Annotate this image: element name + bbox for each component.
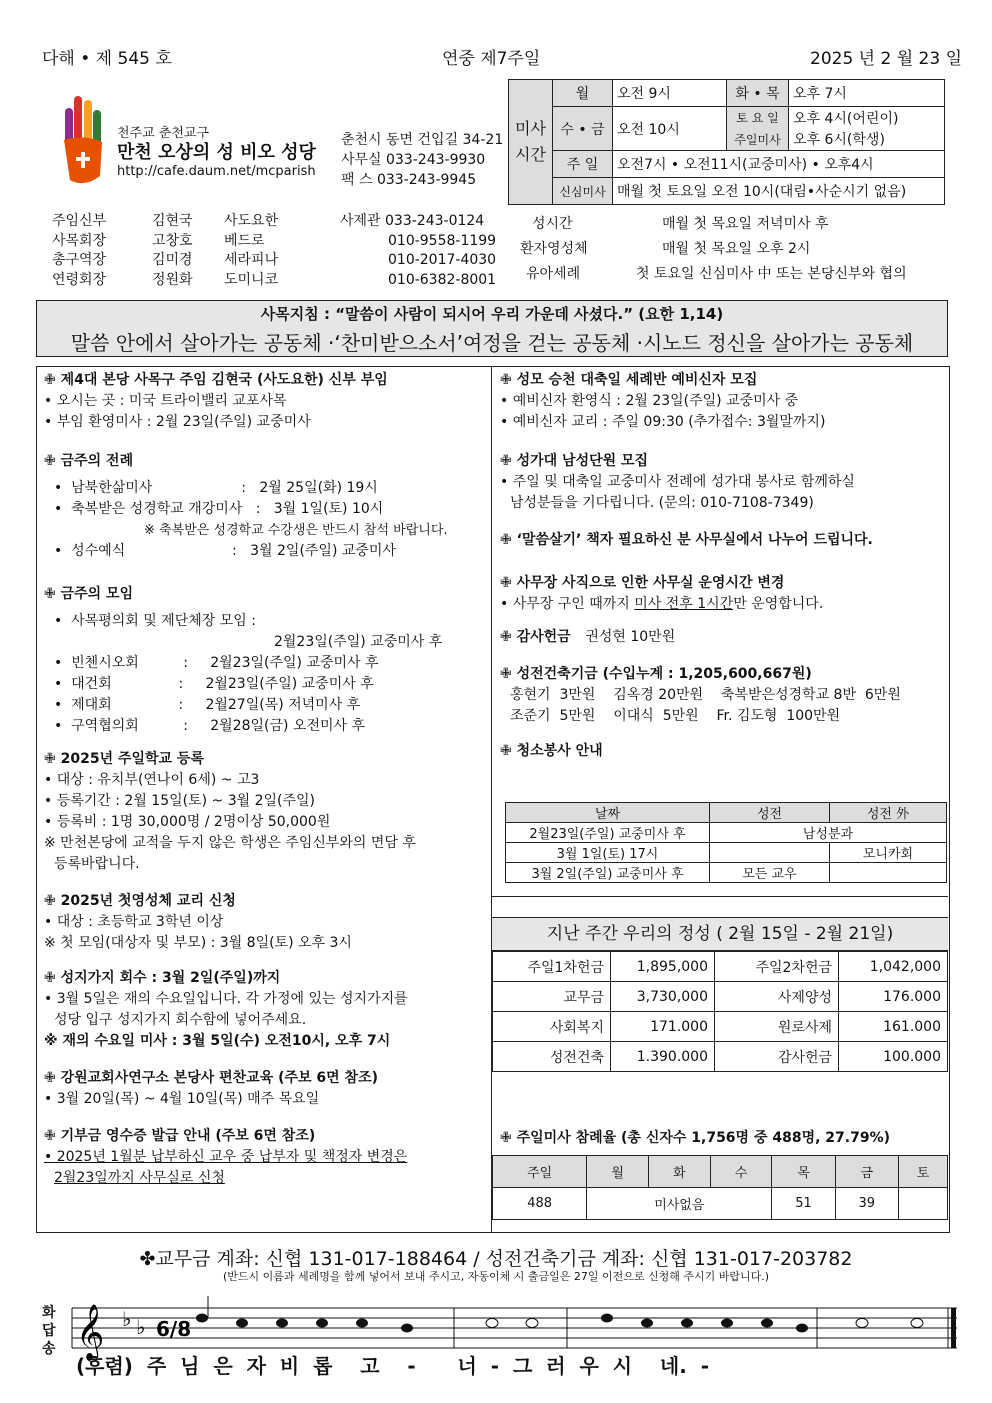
section-title: ✙ 성전건축기금 (수입누계 : 1,205,600,667원) [500, 666, 812, 682]
psalm-lyrics: (후렴) 주 님 은 자 비 롭 고 - 너 - 그 러 우 시 네. - [76, 1354, 710, 1378]
psalm-label: 화답송 [42, 1305, 56, 1357]
responsorial-psalm [42, 1290, 962, 1400]
mass-day: 수 • 금 [553, 107, 613, 151]
mass-day: 월 [553, 80, 613, 107]
parish-url[interactable]: http://cafe.daum.net/mcparish [117, 164, 316, 179]
staff-row: 연령회장 정원화 도미니코 010-6382-8001 [52, 271, 497, 288]
svg-text:𝄞: 𝄞 [76, 1304, 105, 1360]
left-column: ✙ 제4대 본당 사목구 주임 김현국 (사도요한) 신부 부임 • 오시는 곳 : 미국 트라이밸리 교포사목 • 부임 환영미사 : 2월 23일(주일) 교중미사 ✙ 금주의 전례 • 남북한삶미사 : 2월 25일(화) 19시 • 축복받은 성경학교 개강미사 : 3월 1일(토) 10시 ※ 축복받은 성경학교 수강생은 반드시 참석 바랍니다. • 성수예식 : 3월 2일(주일) 교중미사 ✙ 금주의 모임 • 사목평의회 및 제단체장 모임 : 2월23일(주일) 교중미사 후 • 빈첸시오회 : 2월23일(주일) 교중미사 후 • 대건회 : 2월23일(주일) 교중미사 후 • 제대회 : 2월27일(목) 저녁미사 후 • 구역협의회 : 2월28일(금) 오전미사 후 ✙ 2025년 주일학교 등록 • 대상 : 유치부(연나이 6세) ~ 고3 • 등록기간 : 2월 15일(토) ~ 3월 2일(주일) • 등록비 : 1명 30,000명 / 2명이상 50,000원 ※ 만천본당에 교적을 두지 않은 학생은 주임신부와의 면담 후 등록바랍니다. ✙ 2025년 첫영성체 교리 신청 • 대상 : 초등학교 3학년 이상 ※ 첫 모임(대상자 및 부모) : 3월 8일(토) 오후 3시 ✙ 성지가지 회수 : 3월 2일(주일)까지 • 3월 5일은 재의 수요일입니다. 각 가정에 있는 성지가지를 성당 입구 성지가지 회수함에 넣어주세요. ※ 재의 수요일 미사 : 3월 5일(수) 오전10시, 오후 7시 ✙ 강원교회사연구소 본당사 편찬교육 (주보 6면 참조) • 3월 20일(목) ~ 4월 10일(목) 매주 목요일 ✙ 기부금 영수증 발급 안내 (주보 6면 참조) • 2025년 1월분 납부하신 교우 중 납부자 및 책정자 변경은 2월23일까지 사무실로 신청 [44, 370, 484, 1189]
time-signature: 6/8 [156, 1317, 192, 1341]
mass-time: 오후 7시 [789, 80, 945, 107]
section-title: ✙ 제4대 본당 사목구 주임 김현국 (사도요한) 신부 부임 [44, 372, 388, 388]
mass-time: 오후 6시(학생) [789, 129, 945, 151]
offering-table: 주일1차헌금 1,895,000 주일2차헌금 1,042,000 교무금 3,730,000 사제양성 176.000 사회복지 171.000 원로사제 161.000 성전건축 1.390.000 감사헌금 100.000 [492, 951, 948, 1072]
attendance-table: 주일 월 화 수 목 금 토 488 미사없음 51 39 [492, 1155, 948, 1220]
office-phone: 사무실 033-243-9930 [341, 152, 486, 168]
mass-time: 오전7시 • 오전11시(교중미사) • 오후4시 [613, 151, 945, 178]
section-title: ✙ 기부금 영수증 발급 안내 (주보 6면 참조) [44, 1128, 316, 1144]
section-title: ✙ 2025년 주일학교 등록 [44, 751, 204, 767]
section-title: ✙ 금주의 전례 [44, 453, 134, 469]
section-title: ✙ 청소봉사 안내 [500, 743, 603, 759]
staff-list [52, 212, 496, 290]
pastoral-guideline-banner [36, 300, 948, 357]
column-divider [491, 366, 492, 1233]
diocese-name: 천주교 춘천교구 [117, 126, 210, 141]
mass-time: 매월 첫 토요일 오전 10시(대림•사순시기 없음) [613, 178, 945, 205]
section-title: ✙ 성가대 남성단원 모집 [500, 453, 649, 469]
parish-info [117, 126, 316, 180]
mass-day: 화 • 목 [727, 80, 789, 107]
sacrament-row: 유아세례 첫 토요일 신심미사 中 또는 본당신부와 협의 [526, 266, 907, 282]
section-title: ✙ 성지가지 회수 : 3월 2일(주일)까지 [44, 970, 281, 986]
offering-title: 지난 주간 우리의 정성 ( 2월 15일 - 2월 21일) [492, 918, 948, 951]
parish-logo-icon [64, 96, 104, 188]
mass-time: 오전 10시 [613, 107, 727, 151]
parish-name: 만천 오상의 성 비오 성당 [117, 142, 316, 163]
section-title: ✙ 감사헌금 [500, 629, 571, 645]
mass-time: 오후 4시(어린이) [789, 107, 945, 129]
bulletin-date: 2025 년 2 월 23 일 [810, 49, 962, 69]
mass-times-table [508, 79, 945, 205]
liturgical-sunday: 연중 제7주일 [442, 49, 541, 69]
staff-row: 주임신부 김현국 사도요한 사제관 033-243-0124 [52, 213, 485, 229]
mass-day: 주 일 [553, 151, 613, 178]
staff-row: 총구역장 김미경 세라피나 010-2017-4030 [52, 252, 497, 268]
mass-day: 주일미사 [727, 129, 789, 151]
section-title: ✙ 사무장 사직으로 인한 사무실 운영시간 변경 [500, 575, 785, 591]
section-title: ✙ 금주의 모임 [44, 586, 134, 602]
section-title: ✙ 강원교회사연구소 본당사 편찬교육 (주보 6면 참조) [44, 1070, 378, 1086]
attendance-title: ✙ 주일미사 참례율 (총 신자수 1,756명 중 488명, 27.79%) [500, 1130, 890, 1146]
parish-address: 춘천시 동면 건입길 34-21 [341, 132, 504, 148]
sacrament-row: 성시간 매월 첫 목요일 저녁미사 후 [532, 216, 829, 232]
pastoral-motto: 사목지침 : “말씀이 사람이 되시어 우리 가운데 사셨다.” (요한 1,14) [260, 305, 724, 323]
mass-day: 신심미사 [553, 178, 613, 205]
bank-accounts: ✤교무금 계좌: 신협 131-017-188464 / 성전건축기금 계좌: 신협 131-017-203782 [139, 1248, 853, 1270]
sacrament-schedule [512, 212, 952, 287]
section-title: ✙ 성모 승천 대축일 세례반 예비신자 모집 [500, 372, 758, 388]
section-title: ✙ ‘말씀살기’ 책자 필요하신 분 사무실에서 나누어 드립니다. [500, 532, 873, 548]
bulletin-header [42, 44, 962, 70]
right-column: ✙ 성모 승천 대축일 세례반 예비신자 모집 • 예비신자 환영식 : 2월 23일(주일) 교중미사 중 • 예비신자 교리 : 주일 09:30 (추가접수: 3월말까지) ✙ 성가대 남성단원 모집 • 주일 및 대축일 교중미사 전례에 성가대 봉사로 함께하실 남성분들을 기다립니다. (문의: 010-7108-7349) ✙ ‘말씀살기’ 책자 필요하신 분 사무실에서 나누어 드립니다. ✙ 사무장 사직으로 인한 사무실 운영시간 변경 • 사무장 구인 때까지 미사 전후 1시간만 운영합니다. ✙ 감사헌금 권성현 10만원 ✙ 성전건축기금 (수입누계 : 1,205,600,667원) 홍현기 3만원 김옥경 20만원 축복받은성경학교 8반 6만원 조준기 5만원 이대식 5만원 Fr. 김도형 100만원 ✙ 청소봉사 안내 [500, 370, 946, 762]
mass-time: 오전 9시 [613, 80, 727, 107]
spacer-row [492, 896, 948, 918]
svg-text:♭: ♭ [122, 1307, 132, 1331]
svg-text:♭: ♭ [136, 1315, 146, 1339]
issue-number: 다해 • 제 545 호 [42, 49, 172, 69]
sacrament-row: 환자영성체 매월 첫 목요일 오후 2시 [520, 241, 811, 257]
community-vision: 말씀 안에서 살아가는 공동체 ·‘찬미받으소서’여정을 걷는 공동체 ·시노드 정신을 살아가는 공동체 [70, 331, 914, 355]
parish-contact [341, 130, 503, 190]
fax-number: 팩 스 033-243-9945 [341, 172, 477, 188]
mass-day: 토 요 일 [727, 107, 789, 129]
mass-times-label: 미사 시간 [509, 80, 553, 205]
section-title: ✙ 2025년 첫영성체 교리 신청 [44, 893, 236, 909]
staff-row: 사목회장 고창호 베드로 010-9558-1199 [52, 232, 497, 249]
account-note: (반드시 이름과 세례명을 함께 넣어서 보내 주시고, 자동이체 시 출금일은 27일 이전으로 신청해 주시기 바랍니다.) [222, 1270, 770, 1283]
cleaning-table: 날짜 성전 성전 外 2월23일(주일) 교중미사 후 남성분과 3월 1일(토) 17시 모니카회 3월 2일(주일) 교중미사 후 모든 교우 [505, 802, 947, 883]
